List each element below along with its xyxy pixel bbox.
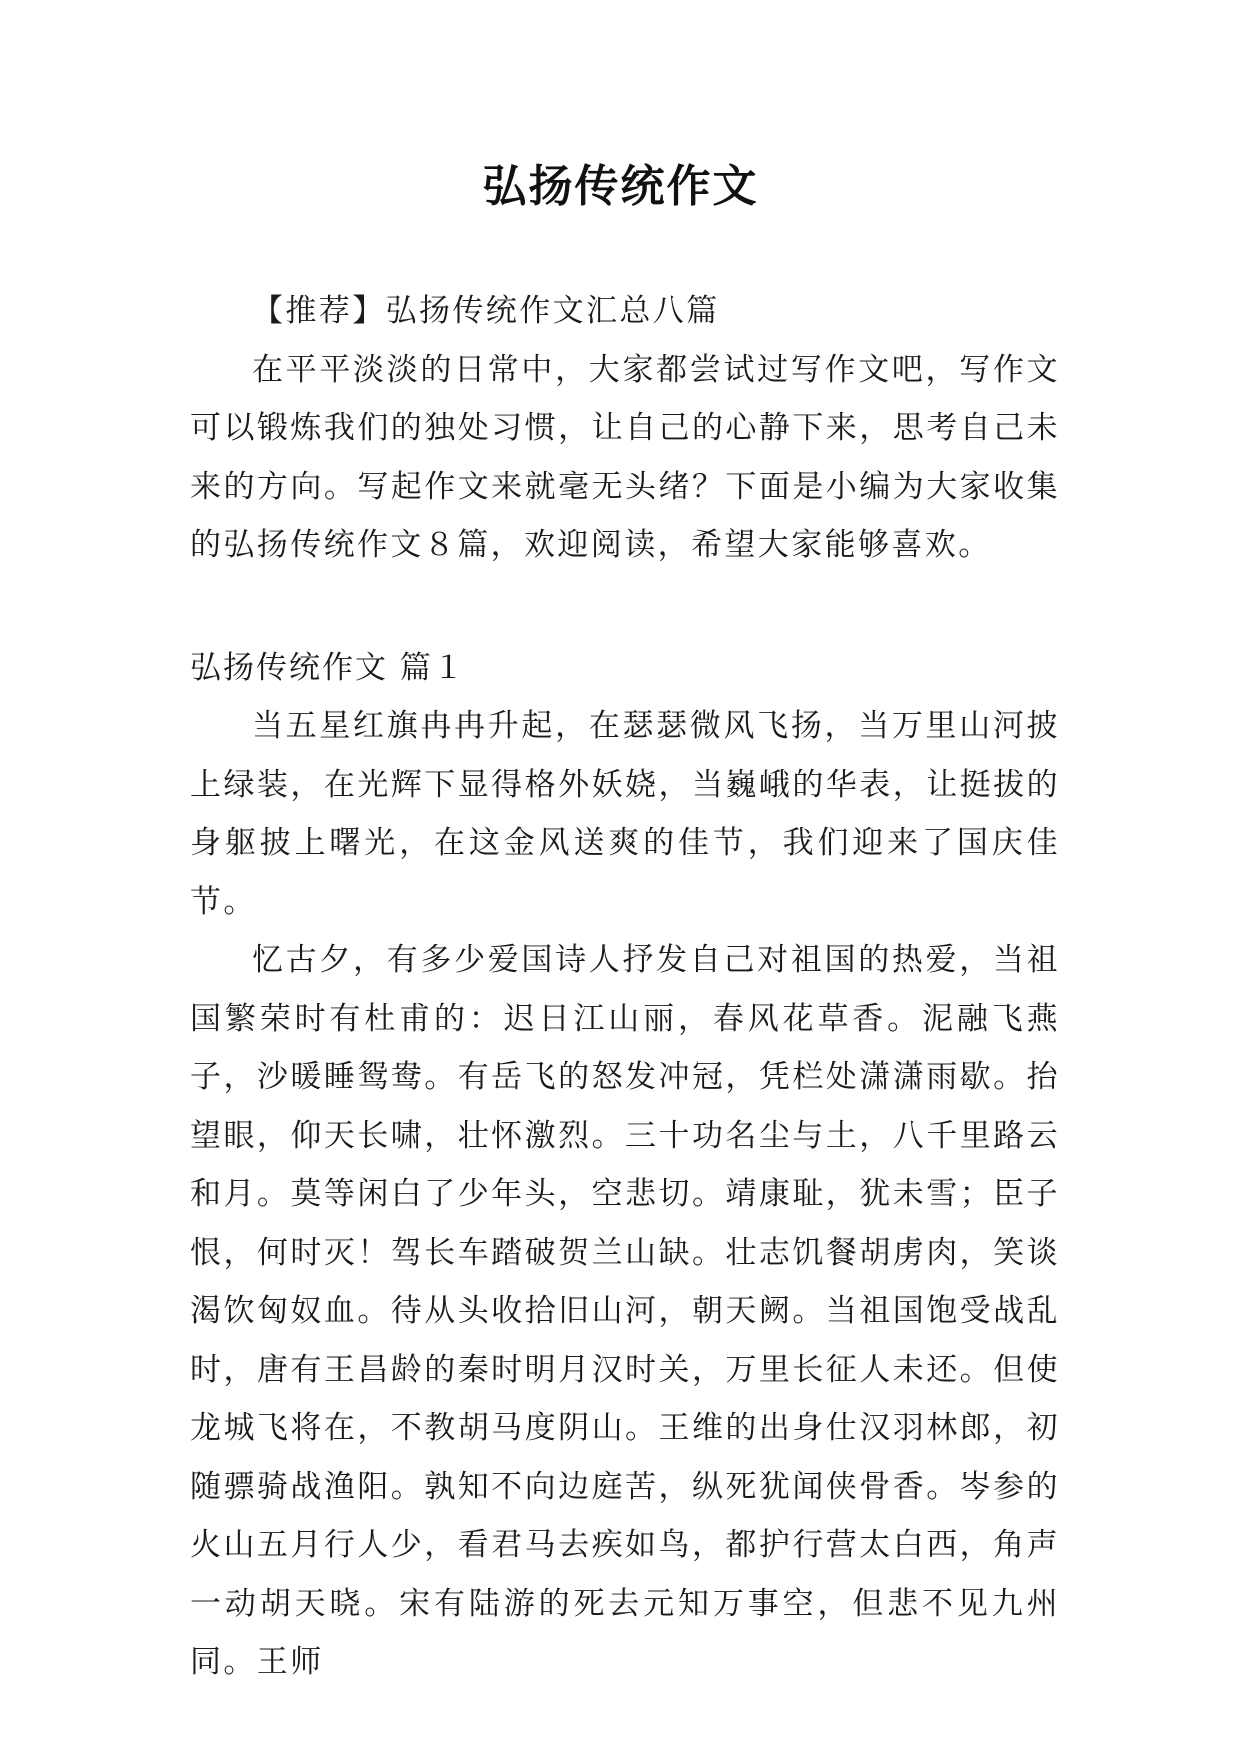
- intro-paragraph: 在平平淡淡的日常中，大家都尝试过写作文吧，写作文可以锻炼我们的独处习惯，让自己的心静下来，思考自己未来的方向。写起作文来就毫无头绪？下面是小编为大家收集的弘扬传统作文８篇，欢迎阅读，希望大家能够喜欢。: [190, 351, 1060, 563]
- section-paragraph: 忆古夕，有多少爱国诗人抒发自己对祖国的热爱，当祖国繁荣时有杜甫的：迟日江山丽，春风花草香。泥融飞燕子，沙暖睡鸳鸯。有岳飞的怒发冲冠，凭栏处潇潇雨歇。抬望眼，仰天长啸，壮怀激烈。三十功名尘与土，八千里路云和月。莫等闲白了少年头，空悲切。靖康耻，犹未雪；臣子恨，何时灭！驾长车踏破贺兰山缺。壮志饥餐胡虏肉，笑谈渴饮匈奴血。待从头收拾旧山河，朝天阙。当祖国饱受战乱时，唐有王昌龄的秦时明月汉时关，万里长征人未还。但使龙城飞将在，不教胡马度阴山。王维的出身仕汉羽林郎，初随骠骑战渔阳。孰知不向边庭苦，纵死犹闻侠骨香。岑参的火山五月行人少，看君马去疾如鸟，都护行营太白西，角声一动胡天晓。宋有陆游的死去元知万事空，但悲不见九州同。王师: [190, 942, 1060, 1680]
- section-paragraph: 当五星红旗冉冉升起，在瑟瑟微风飞扬，当万里山河披上绿装，在光辉下显得格外妖娆，当巍峨的华表，让挺拔的身躯披上曙光，在这金风送爽的佳节，我们迎来了国庆佳节。: [190, 708, 1060, 920]
- lead-line: 【推荐】弘扬传统作文汇总八篇: [252, 293, 720, 329]
- document-body: [190, 282, 1060, 1692]
- document-title: 弘扬传统作文: [482, 161, 759, 212]
- section-spacer: [190, 575, 1060, 639]
- section-heading: 弘扬传统作文 篇１: [190, 649, 466, 686]
